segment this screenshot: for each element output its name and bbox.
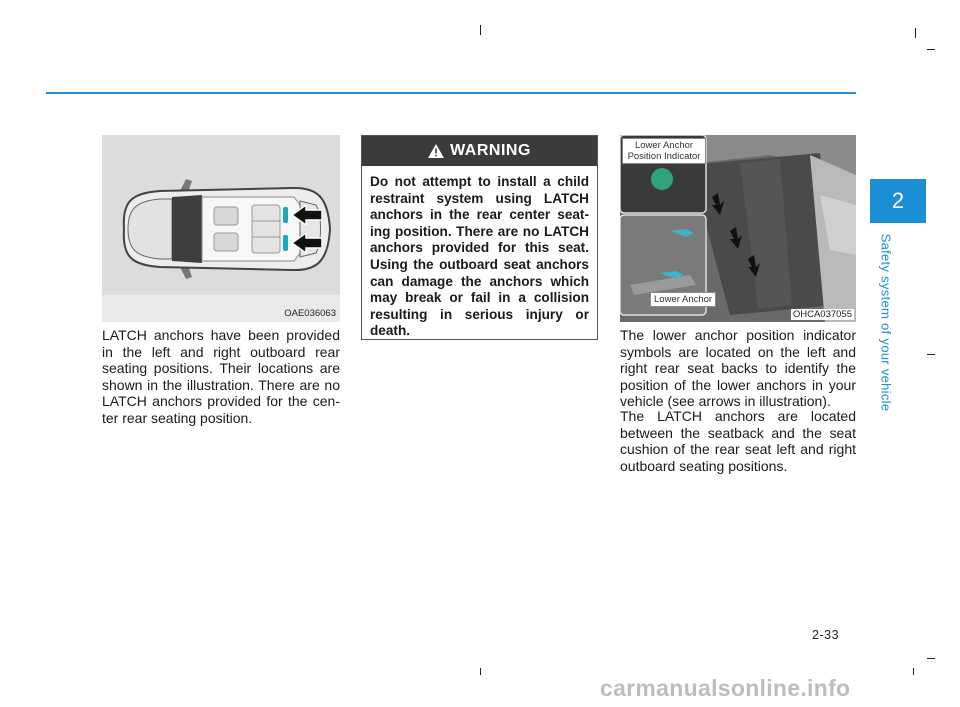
car-top-view-image (102, 135, 340, 322)
crop-mark (480, 668, 481, 675)
figure-code: OHCA037055 (792, 309, 852, 320)
callout-lower-anchor-indicator: Lower Anchor Position Indicator (622, 138, 706, 164)
rear-seat-figure (620, 135, 856, 322)
arrow-left-icon (292, 233, 322, 253)
crop-mark (927, 49, 935, 50)
callout-lower-anchor: Lower Anchor (650, 292, 716, 307)
warning-text: Do not attempt to install a child restraint system using LATCH anchors in the rear center seat-ing position. There are no LATCH anchors provided for this seat. Using the outboard seat anchors can damage the anchors which may break or fail in a collision resulting in serious injury or death. (370, 174, 589, 339)
section-title: Safety system of your vehicle (878, 233, 894, 411)
section-title-vertical (866, 232, 906, 412)
indicator-paragraph: The lower anchor position indicator symbols are located on the left and right rear seat backs to identify the position of the lower anchors in your vehicle (see arrows in illustration). (620, 327, 856, 409)
header-rule (46, 92, 856, 94)
figure-code: OAE036063 (284, 308, 336, 319)
crop-mark (927, 658, 935, 659)
arrow-left-icon (292, 205, 322, 225)
warning-triangle-icon (428, 144, 444, 158)
crop-mark (480, 25, 481, 35)
anchor-location-paragraph: The LATCH anchors are located between the seatback and the seat cushion of the rear seat left and right outboard seating positions. (620, 408, 856, 474)
car-top-view-figure (102, 135, 340, 322)
warning-box (361, 135, 598, 340)
section-number-tab (870, 179, 926, 223)
crop-mark (913, 668, 914, 675)
crop-mark (927, 354, 935, 355)
latch-description-paragraph: LATCH anchors have been provided in the left and right outboard rear seating positions. Their locations are shown in the illustration. There are no LATCH anchors provided for the cen-ter rear seating position. (102, 327, 340, 426)
warning-header (362, 136, 597, 166)
watermark: carmanualsonline.info (600, 675, 851, 701)
section-number: 2 (891, 188, 905, 213)
page-number: 2-33 (812, 628, 840, 642)
warning-title: WARNING (450, 142, 531, 159)
crop-mark (915, 28, 916, 38)
